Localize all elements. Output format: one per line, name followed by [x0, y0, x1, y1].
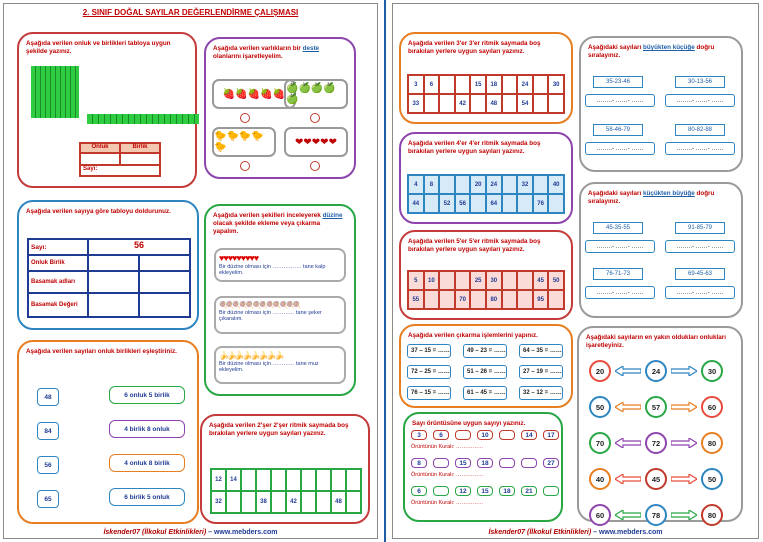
sayi-label[interactable]: Sayı: — [80, 165, 160, 176]
seq-cell[interactable] — [271, 469, 286, 491]
seq-cell[interactable]: 25 — [470, 271, 486, 290]
seq-cell[interactable] — [517, 271, 533, 290]
seq-cell[interactable]: 12 — [211, 469, 226, 491]
pattern-row — [411, 458, 559, 468]
seq-cell[interactable] — [226, 491, 241, 513]
instruction: Aşağıda verilen çıkarma işlemlerini yapınız. — [408, 332, 538, 339]
pattern-cell[interactable]: 8 — [411, 458, 427, 468]
center-number: 24 — [645, 360, 667, 382]
seq-cell[interactable] — [533, 94, 549, 113]
onluk-birlik-label: Onluk Birlik — [29, 256, 89, 270]
pattern-row — [411, 486, 559, 496]
answer-field[interactable]: ……..- ……- …… — [665, 142, 735, 155]
seq-cell[interactable] — [502, 290, 518, 309]
sequence-grid — [407, 174, 565, 214]
heart-icons: ♥♥♥♥♥♥♥♥♥ — [219, 253, 259, 263]
seq-cell[interactable] — [517, 194, 533, 213]
seq-cell[interactable] — [241, 469, 256, 491]
seq-cell[interactable] — [502, 175, 518, 194]
seq-cell[interactable] — [455, 175, 471, 194]
right-arrow-icon — [671, 438, 697, 448]
seq-cell[interactable] — [502, 194, 518, 213]
cell[interactable] — [140, 256, 189, 270]
seq-cell[interactable] — [424, 290, 440, 309]
number-set: 35-23-46 — [593, 76, 643, 88]
left-arrow-icon — [615, 366, 641, 376]
pattern-cell[interactable] — [521, 458, 537, 468]
left-arrow-icon — [615, 474, 641, 484]
sayi-tablo-box — [17, 200, 199, 330]
birlik-cell[interactable] — [120, 153, 160, 165]
seq-cell[interactable] — [455, 75, 471, 94]
center-number: 45 — [645, 468, 667, 490]
onluk-birlik-box — [17, 32, 197, 188]
select-circle[interactable] — [240, 113, 250, 123]
pattern-cell[interactable] — [455, 430, 471, 440]
subtraction-item[interactable]: 27 – 19 = …… — [519, 365, 563, 379]
buyukten-kucuge-box — [579, 36, 743, 172]
heart-group: ❤❤❤❤❤ — [284, 127, 348, 157]
seq-cell[interactable] — [301, 469, 316, 491]
pattern-cell[interactable] — [499, 430, 515, 440]
pattern-row — [411, 430, 559, 440]
seq-cell[interactable] — [271, 491, 286, 513]
subtraction-item[interactable]: 51 – 26 = …… — [463, 365, 507, 379]
apple-group: 🍏🍏🍏🍏🍏 — [284, 79, 348, 109]
answer-field[interactable]: ……..- ……- …… — [665, 286, 735, 299]
right-arrow-icon — [671, 474, 697, 484]
center-number: 78 — [645, 504, 667, 526]
number-set: 58-46-79 — [593, 124, 643, 136]
seq-cell[interactable] — [439, 290, 455, 309]
ten-option[interactable]: 20 — [589, 360, 611, 382]
duzine-box — [204, 204, 356, 396]
number-chip[interactable]: 48 — [37, 388, 59, 406]
answer-field[interactable]: ……..- ……- …… — [585, 142, 655, 155]
number-table — [27, 238, 191, 318]
kucukten-buyuge-box — [579, 182, 743, 318]
seq-cell[interactable]: 48 — [331, 491, 346, 513]
answer-field[interactable]: ……..- ……- …… — [585, 94, 655, 107]
subtraction-item[interactable]: 61 – 45 = …… — [463, 386, 507, 400]
ritmik-4-box — [399, 132, 573, 224]
subtraction-item[interactable]: 49 – 23 = …… — [463, 344, 507, 358]
seq-cell[interactable] — [502, 94, 518, 113]
subtraction-item[interactable]: 72 – 25 = …… — [407, 365, 451, 379]
onluk-cell[interactable] — [80, 153, 120, 165]
cell[interactable] — [89, 272, 140, 292]
ten-option[interactable]: 60 — [589, 504, 611, 526]
eslestir-box — [17, 340, 199, 524]
instruction: Aşağıda verilen 2'şer 2'şer ritmik saymada boş bırakılan yerlere uygun sayıları yazınız. — [209, 422, 349, 437]
ritmik-3-box — [399, 32, 573, 124]
sayi-label: Sayı: — [29, 240, 89, 254]
subtraction-item[interactable]: 32 – 12 = …… — [519, 386, 563, 400]
seq-cell[interactable]: 45 — [533, 271, 549, 290]
seq-cell[interactable]: 30 — [486, 271, 502, 290]
seq-cell[interactable]: 32 — [211, 491, 226, 513]
duzine-text: Bir düzine olması için ………… tane şeker çıkaralım. — [219, 310, 322, 322]
pattern-cell[interactable] — [499, 458, 515, 468]
seq-cell[interactable] — [331, 469, 346, 491]
seq-cell[interactable]: 42 — [286, 491, 301, 513]
seq-cell[interactable] — [424, 94, 440, 113]
chick-group: 🐤🐤🐤🐤🐤 — [212, 127, 276, 157]
instruction: Aşağıda verilen sayıya göre tabloyu doldurunuz. — [26, 208, 171, 215]
footer: İskender07 (İlkokul Etkinlikleri) – www.mebders.com — [103, 529, 278, 536]
blocks-illustration — [31, 66, 191, 136]
seq-cell[interactable] — [424, 194, 440, 213]
ten-option[interactable]: 70 — [589, 432, 611, 454]
seq-cell[interactable]: 20 — [470, 175, 486, 194]
seq-cell[interactable]: 30 — [548, 75, 564, 94]
seq-cell[interactable] — [439, 175, 455, 194]
center-number: 57 — [645, 396, 667, 418]
seq-cell[interactable]: 54 — [517, 94, 533, 113]
seq-cell[interactable] — [455, 271, 471, 290]
footer: İskender07 (İlkokul Etkinlikleri) – www.mebders.com — [488, 529, 663, 536]
instruction: Aşağıda verilen varlıkların bir deste olanlarını işaretleyelim. — [213, 45, 320, 60]
left-page — [3, 3, 378, 539]
birlik-header: Birlik — [120, 143, 160, 153]
cell[interactable] — [140, 272, 189, 292]
duzine-row — [214, 248, 346, 282]
seq-cell[interactable]: 95 — [533, 290, 549, 309]
seq-cell[interactable] — [316, 491, 331, 513]
deste-box — [204, 37, 356, 179]
pattern-cell[interactable]: 14 — [521, 430, 537, 440]
cell[interactable] — [89, 256, 140, 270]
seq-cell[interactable] — [470, 194, 486, 213]
banana-icons: 🍌🍌🍌🍌🍌🍌🍌🍌 — [219, 351, 283, 360]
seq-cell[interactable] — [241, 491, 256, 513]
seq-cell[interactable] — [502, 271, 518, 290]
left-arrow-icon — [615, 438, 641, 448]
seq-cell[interactable]: 10 — [424, 271, 440, 290]
pattern-cell[interactable]: 21 — [521, 486, 537, 496]
pattern-cell[interactable] — [543, 486, 559, 496]
select-circle[interactable] — [240, 161, 250, 171]
ten-option[interactable]: 80 — [701, 432, 723, 454]
seq-cell[interactable] — [346, 491, 361, 513]
sayi-value: 56 — [133, 240, 144, 250]
left-arrow-icon — [615, 402, 641, 412]
seq-cell[interactable]: 14 — [226, 469, 241, 491]
number-set: 91-85-79 — [675, 222, 725, 234]
number-chip[interactable]: 65 — [37, 490, 59, 508]
instruction: Aşağıda verilen 5'er 5'er ritmik saymada boş bırakılan yerlere uygun sayıları yazınız. — [408, 238, 541, 253]
page-divider — [384, 0, 386, 542]
answer-field[interactable]: ……..- ……- …… — [665, 240, 735, 253]
seq-cell[interactable]: 50 — [548, 271, 564, 290]
option-chip[interactable]: 6 onluk 5 birlik — [109, 386, 185, 404]
option-chip[interactable]: 4 birlik 8 onluk — [109, 420, 185, 438]
duzine-text: Bir düzine olması için ………… tane muz ekleyelim. — [219, 361, 319, 373]
number-chip[interactable]: 84 — [37, 422, 59, 440]
cell[interactable] — [140, 294, 189, 316]
seq-cell[interactable]: 32 — [517, 175, 533, 194]
seq-cell[interactable] — [470, 94, 486, 113]
pattern-cell[interactable]: 6 — [433, 430, 449, 440]
seq-cell[interactable] — [316, 469, 331, 491]
number-set: 80-82-88 — [675, 124, 725, 136]
number-set: 45-35-55 — [593, 222, 643, 234]
seq-cell[interactable] — [548, 290, 564, 309]
select-circle[interactable] — [310, 113, 320, 123]
right-arrow-icon — [671, 402, 697, 412]
number-set: 76-71-73 — [593, 268, 643, 280]
seq-cell[interactable] — [548, 194, 564, 213]
sequence-grid — [407, 270, 565, 310]
sequence-grid — [407, 74, 565, 114]
pattern-cell[interactable]: 3 — [411, 430, 427, 440]
seq-cell[interactable]: 55 — [408, 290, 424, 309]
answer-field[interactable]: ……..- ……- …… — [665, 94, 735, 107]
seq-cell[interactable]: 3 — [408, 75, 424, 94]
seq-cell[interactable] — [439, 94, 455, 113]
number-set: 30-13-56 — [675, 76, 725, 88]
pattern-cell[interactable]: 12 — [455, 486, 471, 496]
seq-cell[interactable]: 52 — [439, 194, 455, 213]
subtraction-item[interactable]: 64 – 35 = …… — [519, 344, 563, 358]
option-chip[interactable]: 4 onluk 8 birlik — [109, 454, 185, 472]
seq-cell[interactable] — [548, 94, 564, 113]
seq-cell[interactable]: 48 — [486, 94, 502, 113]
instruction: Aşağıdaki sayıların en yakın oldukları onlukları işaretleyiniz. — [586, 334, 726, 349]
seq-cell[interactable]: 24 — [486, 175, 502, 194]
right-page — [392, 3, 759, 539]
seq-cell[interactable] — [439, 75, 455, 94]
instruction: Aşağıdaki sayıları küçükten büyüğe doğru sıralayınız. — [588, 190, 715, 205]
seq-cell[interactable] — [301, 491, 316, 513]
ten-option[interactable]: 60 — [701, 396, 723, 418]
pattern-rule[interactable]: Örüntünün Kuralı: …………… — [411, 500, 484, 506]
ritmik-2-box — [200, 414, 370, 524]
seq-cell[interactable]: 70 — [455, 290, 471, 309]
ten-option[interactable]: 80 — [701, 504, 723, 526]
seq-cell[interactable]: 64 — [486, 194, 502, 213]
instruction: Aşağıda verilen onluk ve birlikleri tabloya uygun şekilde yazınız. — [26, 40, 171, 55]
left-arrow-icon — [615, 510, 641, 520]
seq-cell[interactable]: 44 — [408, 194, 424, 213]
duzine-text: Bir düzine olması için ……………. tane kalp ekleyelim. — [219, 264, 326, 276]
seq-cell[interactable]: 42 — [455, 94, 471, 113]
instruction: Aşağıdaki sayıları büyükten küçüğe doğru sıralayınız. — [588, 44, 715, 59]
seq-cell[interactable]: 76 — [533, 194, 549, 213]
seq-cell[interactable] — [470, 290, 486, 309]
right-arrow-icon — [671, 510, 697, 520]
seq-cell[interactable]: 8 — [424, 175, 440, 194]
seq-cell[interactable] — [286, 469, 301, 491]
basamak-degeri-label: Basamak Değeri — [29, 294, 89, 316]
duzine-row — [214, 296, 346, 334]
seq-cell[interactable] — [502, 75, 518, 94]
pattern-cell[interactable]: 15 — [455, 458, 471, 468]
seq-cell[interactable] — [439, 271, 455, 290]
center-number: 72 — [645, 432, 667, 454]
sequence-grid — [210, 468, 362, 514]
seq-cell[interactable]: 56 — [455, 194, 471, 213]
pattern-cell[interactable] — [433, 458, 449, 468]
duzine-row — [214, 346, 346, 384]
option-chip[interactable]: 6 birlik 5 onluk — [109, 488, 185, 506]
instruction: Aşağıda verilen 3'er 3'er ritmik saymada boş bırakılan yerlere uygun sayıları yazınız. — [408, 40, 541, 55]
instruction: Aşağıda verilen 4'er 4'er ritmik saymada boş bırakılan yerlere uygun sayıları yazınız. — [408, 140, 541, 155]
number-chip[interactable]: 56 — [37, 456, 59, 474]
page-title: 2. SINIF DOĞAL SAYILAR DEĞERLENDİRME ÇALIŞMASI — [82, 8, 299, 17]
ten-option[interactable]: 40 — [589, 468, 611, 490]
oruntu-box — [403, 412, 563, 522]
answer-field[interactable]: ……..- ……- …… — [585, 286, 655, 299]
number-set: 69-45-63 — [675, 268, 725, 280]
seq-cell[interactable] — [533, 175, 549, 194]
pattern-cell[interactable]: 18 — [477, 458, 493, 468]
pattern-rule[interactable]: Örüntünün Kuralı: …………… — [411, 444, 484, 450]
pattern-cell[interactable]: 18 — [499, 486, 515, 496]
cell[interactable] — [89, 294, 140, 316]
ten-option[interactable]: 50 — [701, 468, 723, 490]
seq-cell[interactable]: 18 — [486, 75, 502, 94]
seq-cell[interactable]: 4 — [408, 175, 424, 194]
pattern-cell[interactable]: 10 — [477, 430, 493, 440]
seq-cell[interactable]: 33 — [408, 94, 424, 113]
pattern-cell[interactable]: 6 — [411, 486, 427, 496]
ten-option[interactable]: 30 — [701, 360, 723, 382]
pattern-rule[interactable]: Örüntünün Kuralı: …………… — [411, 472, 484, 478]
subtraction-item[interactable]: 76 – 15 = …… — [407, 386, 451, 400]
cikarma-box — [399, 324, 573, 408]
instruction: Aşağıda verilen şekilleri inceleyerek düzine olacak şekilde ekleme veya çıkarma yapalım. — [213, 212, 343, 235]
seq-cell[interactable] — [517, 290, 533, 309]
ritmik-5-box — [399, 230, 573, 320]
seq-cell[interactable]: 6 — [424, 75, 440, 94]
pattern-cell[interactable]: 27 — [543, 458, 559, 468]
basamak-adlari-label: Basamak adları — [29, 272, 89, 292]
subtraction-item[interactable]: 37 – 15 = …… — [407, 344, 451, 358]
seq-cell[interactable] — [533, 75, 549, 94]
ten-option[interactable]: 50 — [589, 396, 611, 418]
select-circle[interactable] — [310, 161, 320, 171]
pattern-cell[interactable]: 17 — [543, 430, 559, 440]
instruction: Sayı örüntüsüne uygun sayıyı yazınız. — [412, 420, 526, 427]
seq-cell[interactable]: 40 — [548, 175, 564, 194]
answer-field[interactable]: ……..- ……- …… — [585, 240, 655, 253]
seq-cell[interactable]: 24 — [517, 75, 533, 94]
en-yakin-onluk-box — [577, 326, 743, 522]
onluk-table — [79, 142, 161, 177]
lollipop-icons: 🍭🍭🍭🍭🍭🍭🍭🍭🍭🍭🍭🍭 — [219, 302, 300, 309]
onluk-header: Onluk — [80, 143, 120, 153]
seq-cell[interactable]: 15 — [470, 75, 486, 94]
seq-cell[interactable]: 38 — [256, 491, 271, 513]
seq-cell[interactable]: 80 — [486, 290, 502, 309]
seq-cell[interactable] — [346, 469, 361, 491]
seq-cell[interactable] — [256, 469, 271, 491]
right-arrow-icon — [671, 366, 697, 376]
instruction: Aşağıda verilen sayıları onluk birlikleri eşleştiriniz. — [26, 348, 177, 355]
pattern-cell[interactable]: 15 — [477, 486, 493, 496]
strawberry-group: 🍓🍓🍓🍓🍓 — [212, 79, 296, 109]
seq-cell[interactable]: 5 — [408, 271, 424, 290]
pattern-cell[interactable] — [433, 486, 449, 496]
